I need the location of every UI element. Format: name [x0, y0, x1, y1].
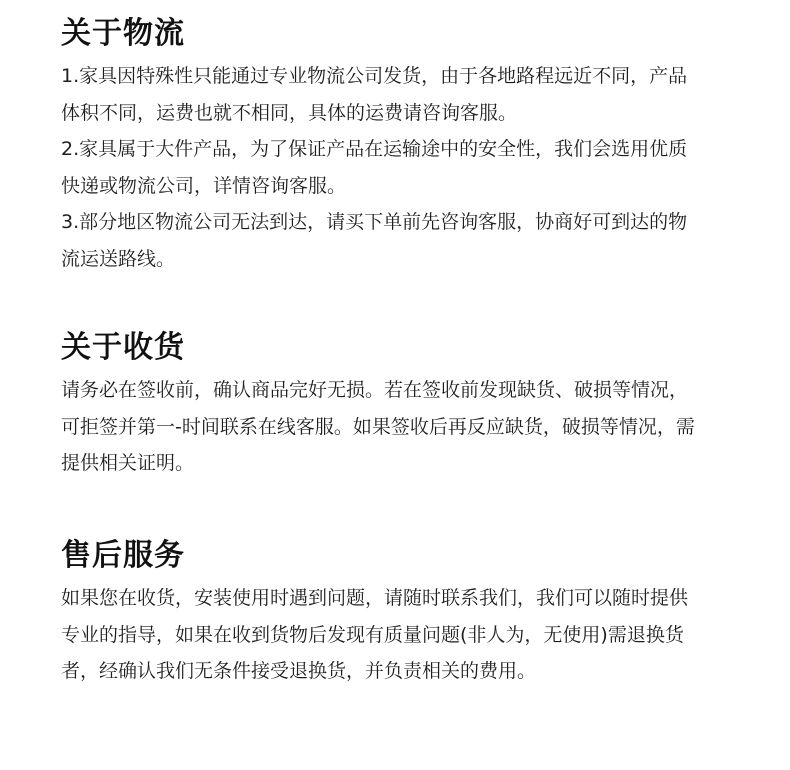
receiving-line: 请务必在签收前，确认商品完好无损。若在签收前发现缺货、破损等情况， — [61, 379, 689, 401]
receiving-heading: 关于收货 — [61, 330, 185, 365]
after-sales-heading: 售后服务 — [61, 538, 185, 573]
receiving-body — [61, 372, 741, 482]
logistics-line: 体积不同，运费也就不相同，具体的运费请咨询客服。 — [61, 101, 518, 124]
logistics-heading: 关于物流 — [61, 16, 185, 51]
logistics-line: 快递或物流公司，详情咨询客服。 — [61, 174, 347, 197]
logistics-line: 流运送路线。 — [61, 247, 176, 270]
after-sales-section — [61, 534, 741, 690]
after-sales-line: 如果您在收货，安装使用时遇到问题，请随时联系我们，我们可以随时提供 — [61, 587, 689, 609]
receiving-line: 提供相关证明。 — [61, 452, 195, 474]
logistics-line: 1.家具因特殊性只能通过专业物流公司发货，由于各地路程远近不同，产品 — [61, 65, 688, 87]
logistics-line: 3.部分地区物流公司无法到达，请买下单前先咨询客服，协商好可到达的物 — [61, 211, 688, 233]
logistics-line: 2.家具属于大件产品，为了保证产品在运输途中的安全性，我们会选用优质 — [61, 138, 688, 160]
logistics-body — [61, 58, 741, 277]
after-sales-line: 者，经确认我们无条件接受退换货，并负责相关的费用。 — [61, 660, 537, 682]
receiving-section — [61, 326, 741, 482]
logistics-section — [61, 12, 741, 277]
receiving-line: 可拒签并第一-时间联系在线客服。如果签收后再反应缺货，破损等情况，需 — [61, 415, 695, 438]
after-sales-line: 专业的指导，如果在收到货物后发现有质量问题(非人为，无使用)需退换货 — [61, 623, 684, 646]
after-sales-body — [61, 580, 741, 690]
